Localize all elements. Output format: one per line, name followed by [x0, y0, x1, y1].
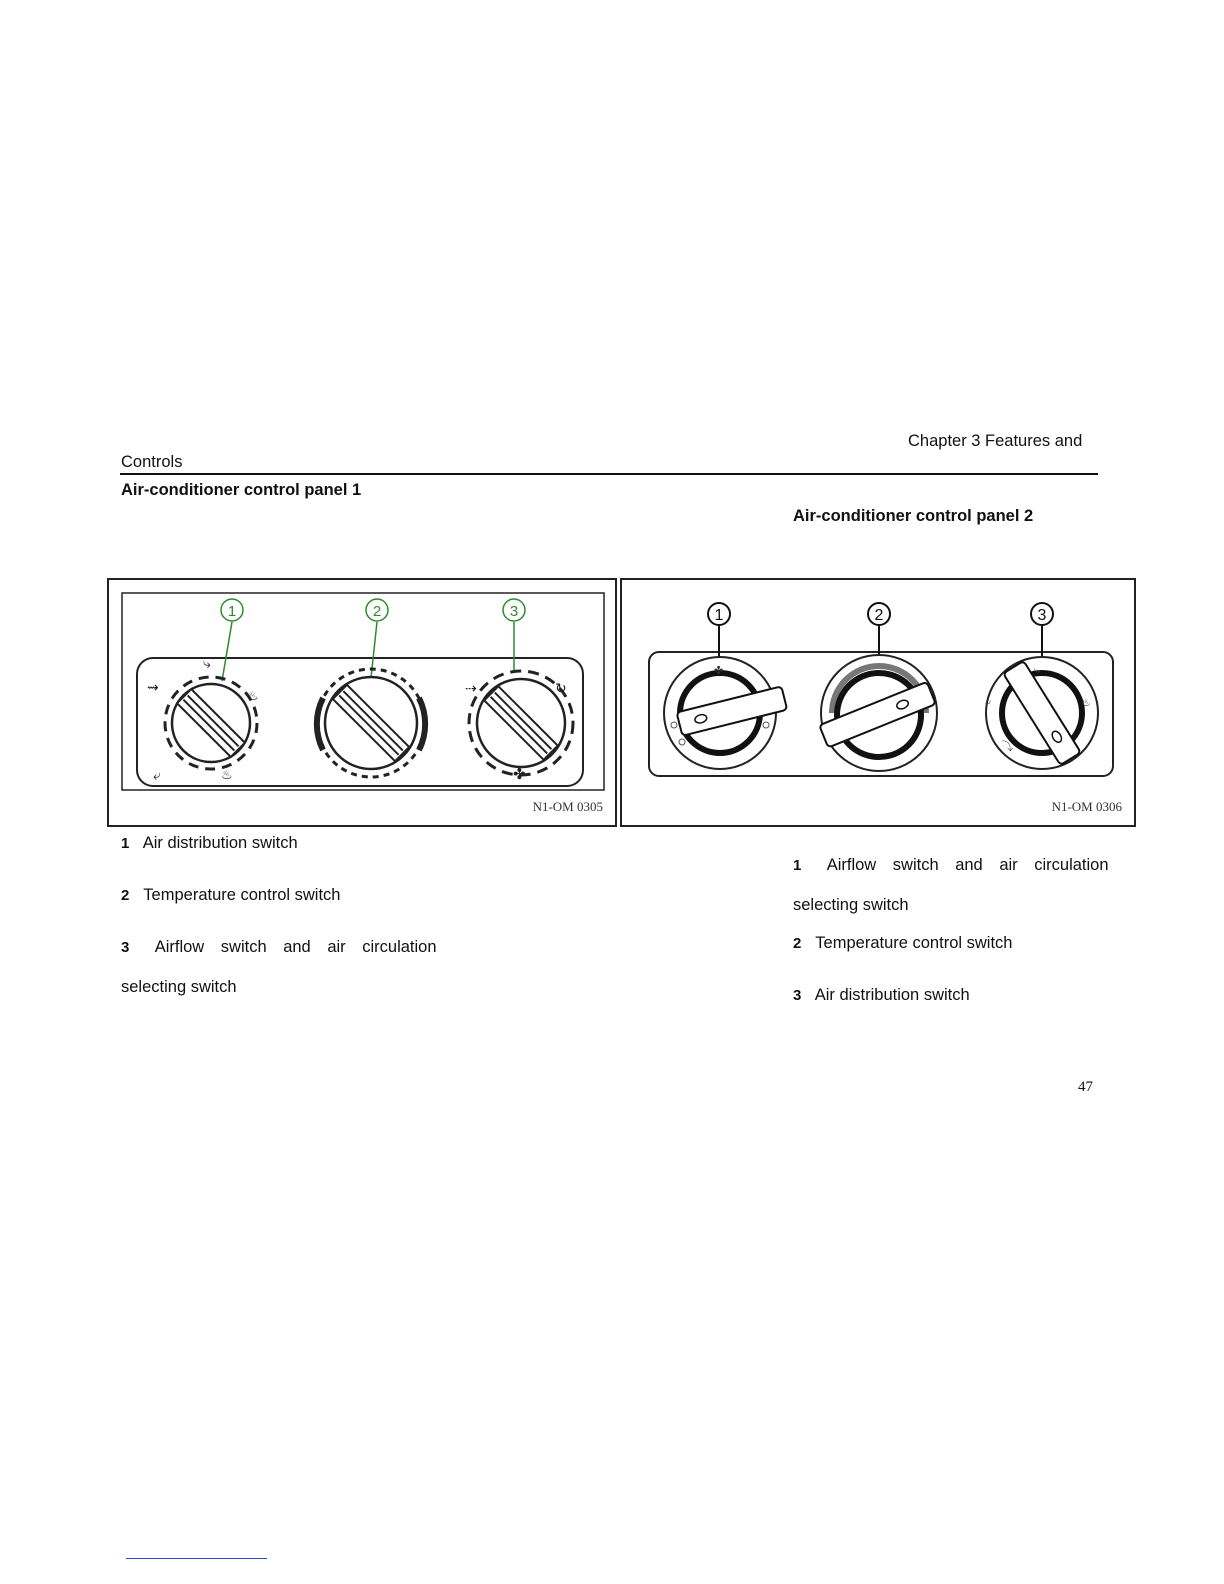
panel1-item-1-text: Air distribution switch: [142, 834, 298, 852]
panel2-knob3: [985, 657, 1098, 769]
recirculate-icon: ↻: [555, 680, 567, 696]
panel2-item-1: [793, 856, 1109, 875]
p2-defrost-icon: ♨: [1081, 697, 1091, 709]
panel2-item-2: [793, 934, 1012, 953]
panel2-title: Air-conditioner control panel 2: [793, 507, 1034, 525]
panel2-item-3: [793, 986, 970, 1005]
panel2-item-1-continued: selecting switch: [793, 896, 909, 914]
fan-icon: ✤: [513, 766, 526, 783]
callout2-label: 2: [372, 603, 382, 620]
panel2-item-2-text: Temperature control switch: [815, 934, 1013, 952]
panel2-item-1-text: Airflow switch and air circulation: [826, 856, 1109, 874]
feet-icon: ⤶: [153, 767, 161, 783]
p2-callout1-label: 1: [714, 607, 724, 624]
panel1-knob2: [317, 669, 425, 777]
panel1-item-3-text: Airflow switch and air circulation: [154, 938, 437, 956]
panel1-item-3: [121, 938, 437, 957]
panel2-illustration: [622, 580, 1138, 829]
vent-face-icon: ⇝: [147, 679, 159, 695]
panel1-item-3-continued: selecting switch: [121, 978, 237, 996]
p2-floor-icon: ⤵: [1002, 741, 1013, 753]
panel1-item-1-num: 1: [121, 835, 130, 852]
panel1-item-2: [121, 886, 340, 905]
callout1-leader: [222, 622, 232, 681]
p2-fan-icon: ✤: [714, 665, 724, 677]
panel1-item-2-num: 2: [121, 887, 130, 904]
panel2-item-3-num: 3: [793, 987, 802, 1004]
panel1-item-1: [121, 834, 298, 853]
panel1-knob1: [147, 655, 259, 783]
fresh-air-icon: ⇢: [465, 680, 477, 696]
section-header: Controls: [121, 453, 183, 471]
p2-face-icon: ⤷: [1034, 665, 1041, 677]
page-number: 47: [1078, 1079, 1093, 1095]
panel2-item-2-num: 2: [793, 935, 802, 952]
panel1-item-3-num: 3: [121, 939, 130, 956]
header-rule: [120, 473, 1098, 475]
panel2-knob1: [664, 657, 787, 769]
panel2-item-3-text: Air distribution switch: [814, 986, 970, 1004]
panel2-knob2: [819, 655, 937, 771]
panel1-figure: [107, 578, 617, 827]
chapter-header: Chapter 3 Features and: [908, 432, 1083, 450]
panel2-figure-code: N1-OM 0306: [1051, 799, 1122, 814]
panel1-knob3: [465, 671, 573, 783]
panel2-figure: [620, 578, 1136, 827]
p2-feet-icon: ⤶: [985, 697, 992, 709]
panel1-item-2-text: Temperature control switch: [143, 886, 341, 904]
defrost-icon: ♨: [247, 688, 259, 703]
footer-link-underline[interactable]: [126, 1558, 267, 1559]
panel1-illustration: [109, 580, 619, 829]
panel1-title: Air-conditioner control panel 1: [121, 481, 362, 499]
p2-callout3-label: 3: [1037, 607, 1047, 624]
callout1-label: 1: [227, 603, 237, 620]
rear-defrost-icon: ♨: [221, 767, 233, 782]
p2-callout2-label: 2: [874, 607, 884, 624]
panel1-figure-code: N1-OM 0305: [532, 799, 603, 814]
callout3-label: 3: [509, 603, 519, 620]
panel2-item-1-num: 1: [793, 857, 802, 874]
vent-feet-icon: ⤷: [203, 655, 211, 671]
